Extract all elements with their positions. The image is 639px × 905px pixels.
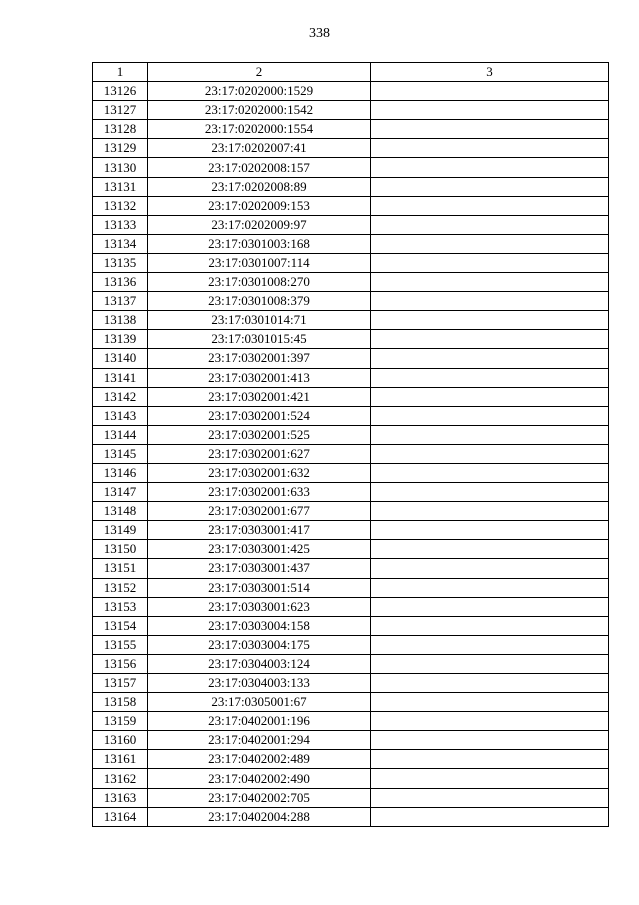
table-row	[93, 731, 609, 750]
table-row	[93, 101, 609, 120]
row-number-cell: 13140	[93, 349, 148, 368]
cadastral-number-cell: 23:17:0302001:525	[148, 425, 371, 444]
cadastral-number-cell: 23:17:0202007:41	[148, 139, 371, 158]
cadastral-number-cell: 23:17:0202000:1542	[148, 101, 371, 120]
cadastral-number-cell: 23:17:0301008:270	[148, 273, 371, 292]
cadastral-number-cell: 23:17:0202000:1529	[148, 82, 371, 101]
table-row	[93, 597, 609, 616]
note-cell	[371, 425, 609, 444]
table-row	[93, 807, 609, 826]
table-row	[93, 693, 609, 712]
cadastral-number-cell: 23:17:0302001:632	[148, 463, 371, 482]
note-cell	[371, 387, 609, 406]
row-number-cell: 13129	[93, 139, 148, 158]
note-cell	[371, 311, 609, 330]
table-row	[93, 273, 609, 292]
note-cell	[371, 674, 609, 693]
column-header: 1	[93, 63, 148, 82]
note-cell	[371, 101, 609, 120]
table-row	[93, 292, 609, 311]
row-number-cell: 13150	[93, 540, 148, 559]
registry-table	[92, 62, 609, 827]
cadastral-number-cell: 23:17:0302001:421	[148, 387, 371, 406]
note-cell	[371, 273, 609, 292]
row-number-cell: 13138	[93, 311, 148, 330]
row-number-cell: 13160	[93, 731, 148, 750]
cadastral-number-cell: 23:17:0302001:524	[148, 406, 371, 425]
row-number-cell: 13147	[93, 483, 148, 502]
note-cell	[371, 597, 609, 616]
table-row	[93, 215, 609, 234]
table-header-row	[93, 63, 609, 82]
column-header: 2	[148, 63, 371, 82]
note-cell	[371, 693, 609, 712]
cadastral-number-cell: 23:17:0402002:489	[148, 750, 371, 769]
note-cell	[371, 120, 609, 139]
cadastral-number-cell: 23:17:0301003:168	[148, 234, 371, 253]
row-number-cell: 13151	[93, 559, 148, 578]
table-row	[93, 234, 609, 253]
cadastral-number-cell: 23:17:0302001:413	[148, 368, 371, 387]
row-number-cell: 13158	[93, 693, 148, 712]
table-row	[93, 616, 609, 635]
table-row	[93, 349, 609, 368]
cadastral-number-cell: 23:17:0303001:417	[148, 521, 371, 540]
table-row	[93, 196, 609, 215]
note-cell	[371, 769, 609, 788]
note-cell	[371, 731, 609, 750]
row-number-cell: 13153	[93, 597, 148, 616]
cadastral-number-cell: 23:17:0302001:397	[148, 349, 371, 368]
note-cell	[371, 349, 609, 368]
row-number-cell: 13148	[93, 502, 148, 521]
cadastral-number-cell: 23:17:0305001:67	[148, 693, 371, 712]
table-row	[93, 750, 609, 769]
row-number-cell: 13154	[93, 616, 148, 635]
cadastral-number-cell: 23:17:0302001:677	[148, 502, 371, 521]
note-cell	[371, 540, 609, 559]
table-row	[93, 559, 609, 578]
cadastral-number-cell: 23:17:0402002:705	[148, 788, 371, 807]
row-number-cell: 13157	[93, 674, 148, 693]
table-row	[93, 769, 609, 788]
row-number-cell: 13162	[93, 769, 148, 788]
table-row	[93, 654, 609, 673]
note-cell	[371, 616, 609, 635]
row-number-cell: 13141	[93, 368, 148, 387]
note-cell	[371, 158, 609, 177]
row-number-cell: 13128	[93, 120, 148, 139]
table-row	[93, 120, 609, 139]
row-number-cell: 13136	[93, 273, 148, 292]
cadastral-number-cell: 23:17:0402001:294	[148, 731, 371, 750]
row-number-cell: 13142	[93, 387, 148, 406]
note-cell	[371, 788, 609, 807]
table-row	[93, 578, 609, 597]
row-number-cell: 13155	[93, 635, 148, 654]
cadastral-number-cell: 23:17:0302001:627	[148, 444, 371, 463]
note-cell	[371, 234, 609, 253]
note-cell	[371, 215, 609, 234]
row-number-cell: 13139	[93, 330, 148, 349]
table-body	[93, 82, 609, 827]
row-number-cell: 13152	[93, 578, 148, 597]
note-cell	[371, 177, 609, 196]
row-number-cell: 13149	[93, 521, 148, 540]
row-number-cell: 13164	[93, 807, 148, 826]
note-cell	[371, 406, 609, 425]
note-cell	[371, 807, 609, 826]
cadastral-number-cell: 23:17:0301008:379	[148, 292, 371, 311]
table-row	[93, 463, 609, 482]
cadastral-number-cell: 23:17:0402002:490	[148, 769, 371, 788]
note-cell	[371, 750, 609, 769]
note-cell	[371, 654, 609, 673]
note-cell	[371, 521, 609, 540]
table-row	[93, 712, 609, 731]
cadastral-number-cell: 23:17:0402001:196	[148, 712, 371, 731]
row-number-cell: 13130	[93, 158, 148, 177]
table-row	[93, 387, 609, 406]
cadastral-number-cell: 23:17:0303004:175	[148, 635, 371, 654]
cadastral-number-cell: 23:17:0202009:97	[148, 215, 371, 234]
table-row	[93, 177, 609, 196]
cadastral-number-cell: 23:17:0301007:114	[148, 253, 371, 272]
note-cell	[371, 463, 609, 482]
row-number-cell: 13156	[93, 654, 148, 673]
note-cell	[371, 502, 609, 521]
table-row	[93, 521, 609, 540]
table-row	[93, 406, 609, 425]
cadastral-number-cell: 23:17:0301015:45	[148, 330, 371, 349]
table-row	[93, 483, 609, 502]
cadastral-number-cell: 23:17:0302001:633	[148, 483, 371, 502]
table-row	[93, 788, 609, 807]
table-row	[93, 444, 609, 463]
cadastral-number-cell: 23:17:0301014:71	[148, 311, 371, 330]
table-row	[93, 253, 609, 272]
cadastral-number-cell: 23:17:0303001:514	[148, 578, 371, 597]
note-cell	[371, 368, 609, 387]
table-row	[93, 540, 609, 559]
table-row	[93, 425, 609, 444]
note-cell	[371, 82, 609, 101]
note-cell	[371, 292, 609, 311]
page-number: 338	[309, 26, 330, 41]
row-number-cell: 13126	[93, 82, 148, 101]
table-row	[93, 158, 609, 177]
cadastral-number-cell: 23:17:0202000:1554	[148, 120, 371, 139]
cadastral-number-cell: 23:17:0202009:153	[148, 196, 371, 215]
cadastral-number-cell: 23:17:0304003:124	[148, 654, 371, 673]
note-cell	[371, 444, 609, 463]
cadastral-number-cell: 23:17:0304003:133	[148, 674, 371, 693]
cadastral-number-cell: 23:17:0303001:623	[148, 597, 371, 616]
row-number-cell: 13131	[93, 177, 148, 196]
row-number-cell: 13134	[93, 234, 148, 253]
row-number-cell: 13146	[93, 463, 148, 482]
table-row	[93, 82, 609, 101]
cadastral-number-cell: 23:17:0202008:157	[148, 158, 371, 177]
cadastral-number-cell: 23:17:0303001:437	[148, 559, 371, 578]
table-row	[93, 311, 609, 330]
table-row	[93, 330, 609, 349]
note-cell	[371, 635, 609, 654]
row-number-cell: 13161	[93, 750, 148, 769]
note-cell	[371, 139, 609, 158]
cadastral-number-cell: 23:17:0303004:158	[148, 616, 371, 635]
row-number-cell: 13144	[93, 425, 148, 444]
row-number-cell: 13137	[93, 292, 148, 311]
note-cell	[371, 559, 609, 578]
row-number-cell: 13133	[93, 215, 148, 234]
row-number-cell: 13159	[93, 712, 148, 731]
row-number-cell: 13143	[93, 406, 148, 425]
row-number-cell: 13145	[93, 444, 148, 463]
table-row	[93, 502, 609, 521]
note-cell	[371, 253, 609, 272]
note-cell	[371, 196, 609, 215]
table-row	[93, 139, 609, 158]
cadastral-number-cell: 23:17:0402004:288	[148, 807, 371, 826]
row-number-cell: 13163	[93, 788, 148, 807]
row-number-cell: 13127	[93, 101, 148, 120]
row-number-cell: 13132	[93, 196, 148, 215]
note-cell	[371, 578, 609, 597]
table-row	[93, 635, 609, 654]
cadastral-number-cell: 23:17:0303001:425	[148, 540, 371, 559]
column-header: 3	[371, 63, 609, 82]
cadastral-number-cell: 23:17:0202008:89	[148, 177, 371, 196]
table-row	[93, 674, 609, 693]
note-cell	[371, 330, 609, 349]
note-cell	[371, 712, 609, 731]
table-row	[93, 368, 609, 387]
note-cell	[371, 483, 609, 502]
row-number-cell: 13135	[93, 253, 148, 272]
